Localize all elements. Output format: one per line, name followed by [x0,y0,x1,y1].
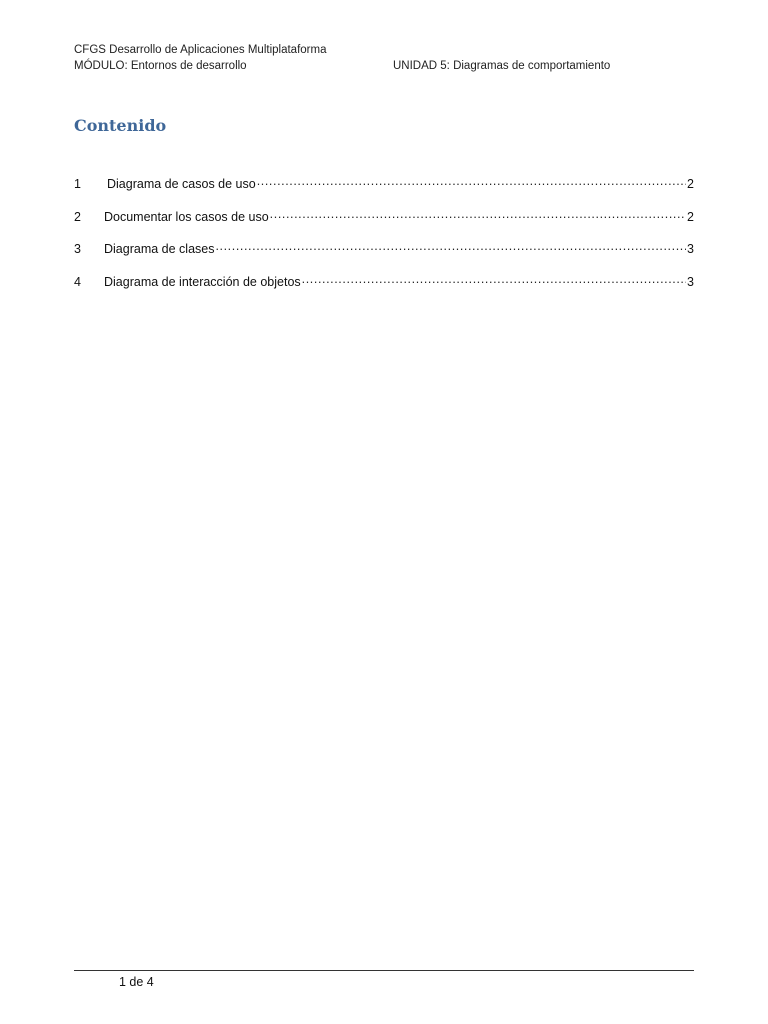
toc-entry-label[interactable]: Documentar los casos de uso [104,209,269,224]
toc-dot-leader [257,174,686,188]
toc-entry-number: 1 [74,177,81,191]
toc-dot-leader [215,239,686,253]
toc-heading: Contenido [74,116,167,135]
header-line-1 [74,42,694,58]
unit-name: UNIDAD 5: Diagramas de comportamiento [393,60,611,72]
toc-entry[interactable] [74,272,694,292]
course-name: CFGS Desarrollo de Aplicaciones Multiplataforma [74,44,327,56]
table-of-contents [74,174,694,304]
module-name: MÓDULO: Entornos de desarrollo [74,60,247,72]
toc-entry[interactable] [74,207,694,227]
toc-entry[interactable] [74,174,694,194]
toc-entry-number: 3 [74,242,81,256]
toc-entry-label[interactable]: Diagrama de clases [104,242,215,256]
toc-entry-page: 3 [687,274,694,289]
page-number: 1 de 4 [119,975,154,989]
footer-divider [74,970,694,971]
toc-entry-number: 4 [74,274,81,289]
toc-entry-number: 2 [74,209,81,224]
toc-entry-page: 3 [687,242,694,256]
toc-entry-label[interactable]: Diagrama de interacción de objetos [104,274,301,289]
toc-entry-page: 2 [687,177,694,191]
page-header [74,42,694,74]
toc-entry-label[interactable]: Diagrama de casos de uso [107,177,256,191]
toc-dot-leader [302,272,686,286]
toc-entry-page: 2 [687,209,694,224]
toc-dot-leader [270,207,686,221]
toc-entry[interactable] [74,239,694,259]
header-line-2 [74,58,694,74]
